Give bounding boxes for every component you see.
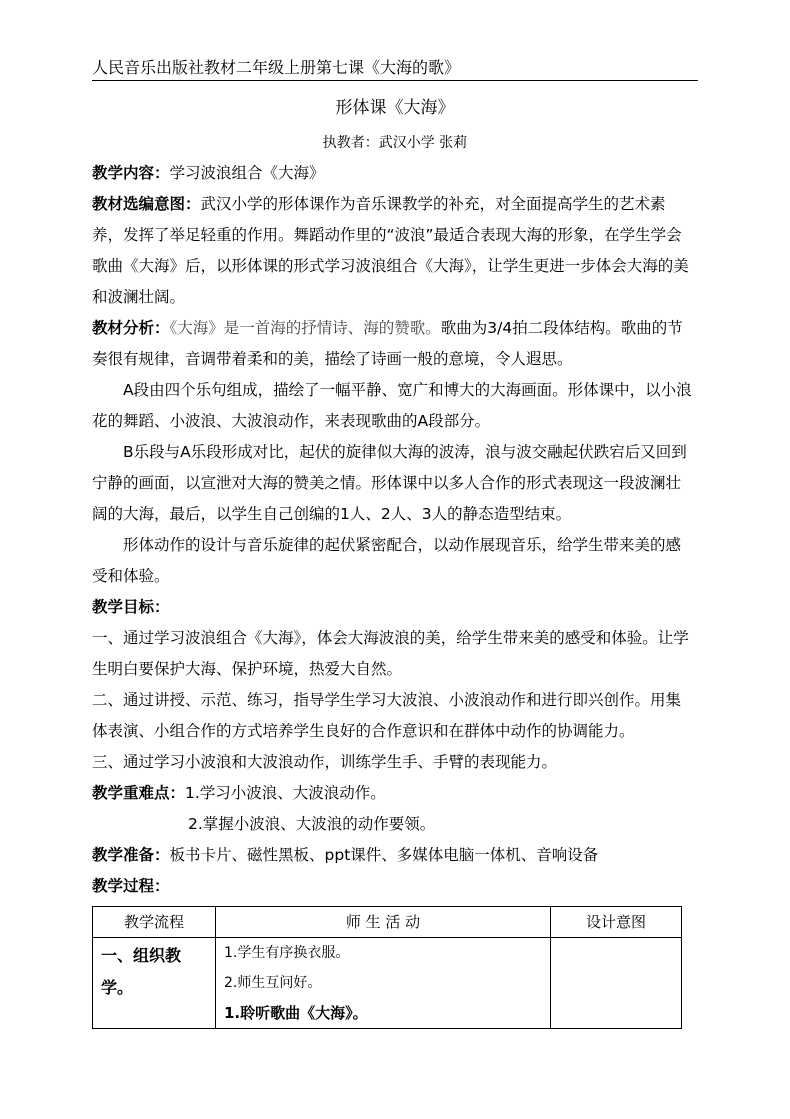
content-label: 教学内容： — [92, 164, 170, 182]
analysis-lead: 《大海》是一首海的抒情诗、海的赞歌。 — [169, 319, 441, 337]
goal-item: 二、通过讲授、示范、练习，指导学生学习大波浪、小波浪动作和进行即兴创作。用集体表演、小组合作的方式培养学生良好的合作意识和在群体中动作的协调能力。 — [92, 691, 682, 740]
analysis-section — [92, 313, 696, 375]
stage-cell: 一、组织教学。 — [93, 938, 216, 1029]
content-text: 学习波浪组合《大海》 — [169, 164, 325, 182]
content-section — [92, 158, 696, 189]
activity-item: 1.学生有序换衣服。 — [224, 945, 350, 961]
intent-label: 教材选编意图： — [92, 195, 201, 213]
preparation-section — [92, 840, 696, 871]
activity-item: 2.师生互问好。 — [224, 975, 322, 991]
column-header: 设计意图 — [551, 907, 682, 938]
analysis-label: 教材分析： — [92, 319, 170, 337]
intent-section — [92, 189, 696, 313]
goals-label: 教学目标： — [92, 598, 170, 616]
author-line: 执教者：武汉小学 张莉 — [322, 135, 468, 151]
table-header-row — [93, 907, 682, 938]
goal-item: 一、通过学习波浪组合《大海》，体会大海波浪的美，给学生带来美的感受和体验。让学生明白要保护大海、保护环境，热爱大自然。 — [92, 629, 689, 678]
analysis-text: 歌曲为3/4拍二段体结构。歌曲的节奏很有规律，音调带着柔和的美，描绘了诗画一般的意境，令人遐思。 — [92, 319, 683, 368]
column-header: 师 生 活 动 — [216, 907, 551, 938]
process-label: 教学过程： — [92, 877, 170, 895]
intent-text: 武汉小学的形体课作为音乐课教学的补充，对全面提高学生的艺术素养，发挥了举足轻重的作用。舞蹈动作里的“波浪”最适合表现大海的形象，在学生学会歌曲《大海》后，以形体课的形式学习波浪组合《大海》，让学生更进一步体会大海的美和波澜壮阔。 — [92, 195, 689, 306]
activity-cell — [216, 938, 551, 1029]
analysis-paragraph: B乐段与A乐段形成对比，起伏的旋律似大海的波涛，浪与波交融起伏跌宕后又回到宁静的画面，以宣泄对大海的赞美之情。形体课中以多人合作的形式表现这一段波澜壮阔的大海，最后，以学生自己创编的1人、2人、3人的静态造型结束。 — [92, 443, 687, 523]
goal-item: 三、通过学习小波浪和大波浪动作，训练学生手、手臂的表现能力。 — [92, 753, 558, 771]
key-points-label: 教学重难点： — [92, 784, 186, 802]
preparation-text: 板书卡片、磁性黑板、ppt课件、多媒体电脑一体机、音响设备 — [169, 846, 599, 864]
lesson-body — [92, 158, 696, 902]
analysis-paragraph: A段由四个乐句组成，描绘了一幅平静、宽广和博大的大海画面。形体课中，以小浪花的舞蹈、小波浪、大波浪动作，来表现歌曲的A段部分。 — [92, 381, 692, 430]
column-header: 教学流程 — [93, 907, 216, 938]
table-row — [93, 938, 682, 1029]
key-point-item: 2.掌握小波浪、大波浪的动作要领。 — [188, 815, 436, 833]
analysis-paragraph: 形体动作的设计与音乐旋律的起伏紧密配合，以动作展现音乐，给学生带来美的感受和体验。 — [92, 536, 682, 585]
preparation-label: 教学准备： — [92, 846, 170, 864]
page-title: 形体课《大海》 — [335, 98, 455, 118]
key-point-item: 1.学习小波浪、大波浪动作。 — [185, 784, 386, 802]
intent-cell — [551, 938, 682, 1029]
key-points-section — [92, 778, 696, 809]
page-header: 人民音乐出版社教材二年级上册第七课《大海的歌》 — [92, 56, 698, 81]
process-table — [92, 906, 682, 1029]
activity-item: 1.聆听歌曲《大海》。 — [224, 1004, 368, 1022]
